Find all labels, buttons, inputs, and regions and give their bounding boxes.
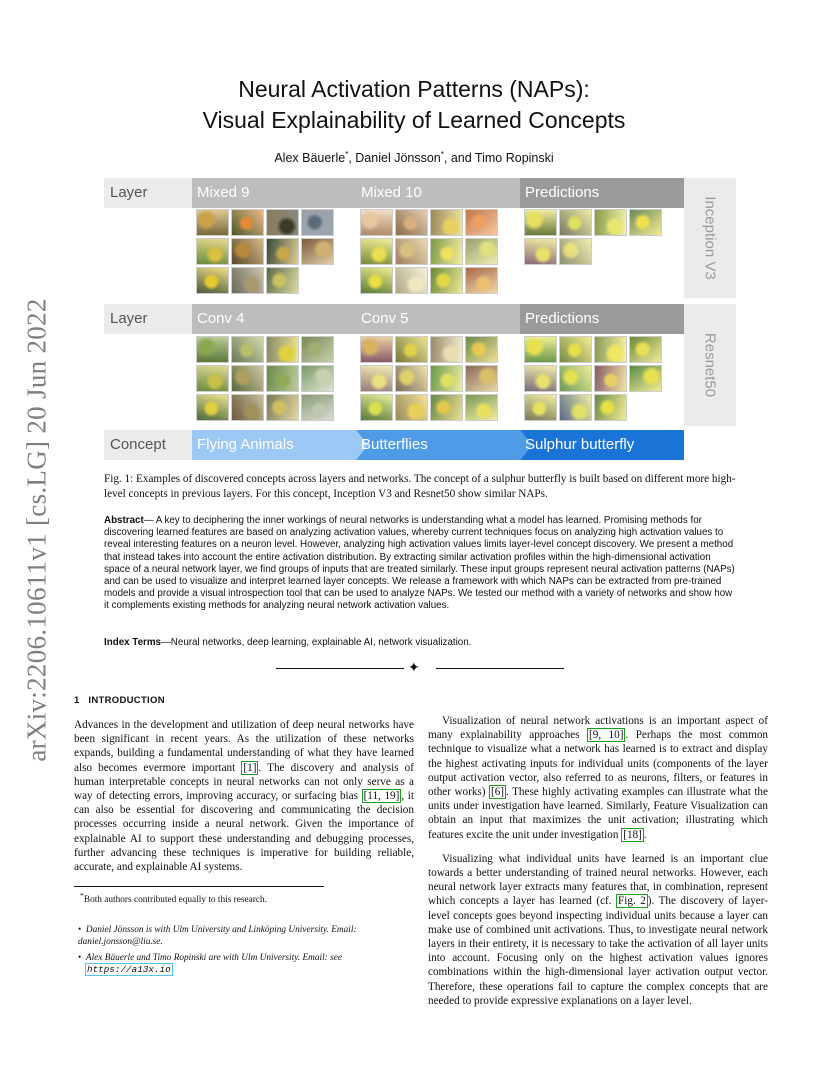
sample-image-thumbnail bbox=[395, 209, 428, 236]
sample-image-thumbnail bbox=[395, 365, 428, 392]
network-label-inception: Inception V3 bbox=[684, 178, 736, 298]
sample-image-thumbnail bbox=[266, 394, 299, 421]
figure-link[interactable]: Fig. 2 bbox=[618, 895, 646, 908]
sample-image-thumbnail bbox=[559, 238, 592, 265]
index-terms-text: —Neural networks, deep learning, explainable AI, network visualization. bbox=[161, 637, 472, 648]
sample-image-thumbnail bbox=[196, 209, 229, 236]
sample-image-thumbnail bbox=[629, 209, 662, 236]
author-list: Alex Bäuerle*, Daniel Jönsson*, and Timo Ropinski bbox=[274, 150, 554, 166]
sample-image-thumbnail bbox=[231, 238, 264, 265]
paper-title-line2: Visual Explainability of Learned Concepts bbox=[202, 107, 626, 133]
col-header-mixed9: Mixed 9 bbox=[192, 178, 356, 208]
sample-image-thumbnail bbox=[266, 209, 299, 236]
thumbnail-grid-conv5 bbox=[360, 336, 520, 421]
arxiv-identifier: arXiv:2206.10611v1 [cs.LG] 20 Jun 2022 bbox=[21, 298, 52, 762]
abstract bbox=[104, 515, 736, 613]
arxiv-sidebar bbox=[14, 290, 60, 770]
paper-title-line1: Neural Activation Patterns (NAPs): bbox=[238, 76, 590, 102]
citation-link[interactable]: [18] bbox=[623, 828, 642, 841]
sample-image-thumbnail bbox=[465, 238, 498, 265]
row-label-layer: Layer bbox=[104, 178, 192, 208]
sample-image-thumbnail bbox=[524, 394, 557, 421]
col-header-predictions: Predictions bbox=[520, 304, 684, 334]
sample-image-thumbnail bbox=[301, 238, 334, 265]
sample-image-thumbnail bbox=[301, 394, 334, 421]
left-column bbox=[74, 718, 414, 874]
bullet-icon: • bbox=[78, 953, 82, 963]
figure-caption: Fig. 1: Examples of discovered concepts across layers and networks. The concept of a sulphur butterfly is built based on different more high-level concepts in previous layers. For this concept, Inception V3 and Resnet50 show similar NAPs. bbox=[104, 473, 736, 500]
abstract-label: Abstract bbox=[104, 515, 144, 526]
author-1: Alex Bäuerle bbox=[274, 151, 346, 166]
author-3: , and Timo Ropinski bbox=[443, 151, 554, 166]
concept-butterflies: Butterflies bbox=[361, 436, 428, 453]
section-heading: 1 INTRODUCTION bbox=[74, 695, 165, 706]
sample-image-thumbnail bbox=[360, 336, 393, 363]
row-label-layer: Layer bbox=[104, 304, 192, 334]
sample-image-thumbnail bbox=[266, 238, 299, 265]
sample-image-thumbnail bbox=[301, 209, 334, 236]
sample-image-thumbnail bbox=[360, 238, 393, 265]
col-header-conv5: Conv 5 bbox=[356, 304, 520, 334]
citation-link[interactable]: [1] bbox=[243, 761, 257, 774]
footnote-affiliation-others: • Alex Bäuerle and Timo Ropinski are with Ulm University. Email: see https://a13x.io bbox=[78, 953, 342, 975]
sample-image-thumbnail bbox=[559, 209, 592, 236]
sample-image-thumbnail bbox=[524, 336, 557, 363]
row-label-concept: Concept bbox=[104, 430, 192, 460]
abstract-text: — A key to deciphering the inner workings of neural networks is understanding what a model has learned. Promising methods for discovering learned features are based on analyzing activation values, whereby current techniques focus on analyzing high activation values to reveal interesting features on a neuron level. However, analyzing high activation values limits layer-level concept discovery. We present a method that instead takes into account the entire activation distribution. By extracting similar activation profiles within the high-dimensional activation space of a neural network layer, we find groups of inputs that are treated similarly. These input groups represent neural activation patterns (NAPs) and can be used to visualize and interpret learned layer concepts. We release a framework with which NAPs can be extracted from pre-trained models and provide a visual introspection tool that can be used to analyze NAPs. We tested our method with a variety of networks and show how it complements existing methods for analyzing neural network activation values. bbox=[104, 515, 735, 612]
sample-image-thumbnail bbox=[196, 238, 229, 265]
citation-link[interactable]: [6] bbox=[490, 786, 505, 799]
intro-paragraph-1: Advances in the development and utilization of deep neural networks have been significant in recent years. As the utilization of these networks expands, building a fundamental understanding of what they have learned also becomes evermore important [1] . The discovery and analysis of human interpretable concepts in neural networks can not only serve as a way of detecting errors, improving accuracy, or surfacing bias [11, 19] , it can also be essential for discovering and communicating the decision processes occurring inside a neural network. Given the importance of explainable AI to support these understanding and debugging processes, further advancing these techniques is imperative for building reliable, accurate, and explainable AI systems. bbox=[74, 719, 414, 874]
sample-image-thumbnail bbox=[430, 394, 463, 421]
sample-image-thumbnail bbox=[231, 267, 264, 294]
citation-link[interactable]: [9, 10] bbox=[589, 729, 624, 742]
thumbnail-grid-resnet-predictions bbox=[524, 336, 684, 421]
citation-link[interactable]: [11, 19] bbox=[363, 790, 400, 803]
sample-image-thumbnail bbox=[231, 336, 264, 363]
sample-image-thumbnail bbox=[559, 365, 592, 392]
sample-image-thumbnail bbox=[430, 238, 463, 265]
sample-image-thumbnail bbox=[524, 209, 557, 236]
sample-image-thumbnail bbox=[360, 267, 393, 294]
sample-image-thumbnail bbox=[559, 336, 592, 363]
col-header-predictions: Predictions bbox=[520, 178, 684, 208]
sample-image-thumbnail bbox=[430, 209, 463, 236]
bullet-icon: • bbox=[78, 925, 82, 935]
sample-image-thumbnail bbox=[395, 238, 428, 265]
sample-image-thumbnail bbox=[524, 238, 557, 265]
sample-image-thumbnail bbox=[196, 336, 229, 363]
equal-contribution-mark: * bbox=[440, 150, 444, 159]
sample-image-thumbnail bbox=[196, 394, 229, 421]
section-divider-left bbox=[276, 668, 404, 669]
sample-image-thumbnail bbox=[430, 365, 463, 392]
author-2: Daniel Jönsson bbox=[355, 151, 441, 166]
sample-image-thumbnail bbox=[196, 365, 229, 392]
sample-image-thumbnail bbox=[266, 365, 299, 392]
sample-image-thumbnail bbox=[430, 336, 463, 363]
intro-paragraph-3: Visualizing what individual units have learned is an important clue towards a better understanding of trained neural networks. However, each neural network layer extracts many features that, in combination, represent which concepts a layer has learned (cf. Fig. 2 ). The discovery of layer-level concepts goes beyond inspecting individual units because a layer can make use of combined unit activations. Thus, to investigate neural network layers in their entirety, it is necessary to take the activation of all layer units into account. Focusing only on the highest activation values ignores combinations within the high-dimensional layer activation output vector. Therefore, these operations fail to capture the complex concepts that are needed to provide expressive explanations on a layer level. bbox=[428, 852, 768, 1007]
sample-image-thumbnail bbox=[465, 365, 498, 392]
sample-image-thumbnail bbox=[266, 267, 299, 294]
section-divider-right bbox=[436, 668, 564, 669]
thumbnail-grid-conv4 bbox=[196, 336, 356, 421]
sample-image-thumbnail bbox=[360, 394, 393, 421]
sample-image-thumbnail bbox=[360, 209, 393, 236]
network-label-resnet: Resnet50 bbox=[684, 304, 736, 426]
sample-image-thumbnail bbox=[395, 394, 428, 421]
sample-image-thumbnail bbox=[465, 394, 498, 421]
sample-image-thumbnail bbox=[465, 336, 498, 363]
right-column bbox=[428, 714, 768, 1008]
sample-image-thumbnail bbox=[629, 365, 662, 392]
index-terms-label: Index Terms bbox=[104, 637, 161, 648]
sample-image-thumbnail bbox=[629, 336, 662, 363]
sample-image-thumbnail bbox=[465, 209, 498, 236]
thumbnail-grid-mixed9 bbox=[196, 209, 356, 294]
sample-image-thumbnail bbox=[594, 336, 627, 363]
sample-image-thumbnail bbox=[395, 336, 428, 363]
sample-image-thumbnail bbox=[266, 336, 299, 363]
sample-image-thumbnail bbox=[594, 394, 627, 421]
concept-sulphur-butterfly: Sulphur butterfly bbox=[525, 436, 635, 453]
col-header-mixed10: Mixed 10 bbox=[356, 178, 520, 208]
sample-image-thumbnail bbox=[559, 394, 592, 421]
author-website-link[interactable]: https://a13x.io bbox=[86, 964, 171, 975]
sample-image-thumbnail bbox=[301, 365, 334, 392]
concept-flying-animals: Flying Animals bbox=[197, 436, 294, 453]
equal-contribution-mark: * bbox=[345, 150, 349, 159]
footnote-equal-contribution: *Both authors contributed equally to this research. bbox=[80, 891, 267, 906]
sample-image-thumbnail bbox=[465, 267, 498, 294]
sample-image-thumbnail bbox=[301, 336, 334, 363]
footnote-affiliation-jonsson: • Daniel Jönsson is with Ulm University and Linköping University. Email: daniel.jonsson@liu.se. bbox=[78, 925, 357, 947]
footnote-rule bbox=[74, 886, 324, 887]
index-terms bbox=[104, 637, 736, 648]
col-header-conv4: Conv 4 bbox=[192, 304, 356, 334]
sample-image-thumbnail bbox=[231, 365, 264, 392]
thumbnail-grid-mixed10 bbox=[360, 209, 520, 294]
intro-paragraph-2: Visualization of neural network activations is an important aspect of many explainability approaches [9, 10] . Perhaps the most common technique to visualize what a network has learned is to extract and display the highest activating inputs for individual units (components of the layer output activation vector, also referred to as neurons, filters, or features in other works) [6] . These highly activating examples can illustrate what the units under investigation have learned. Similarly, Feature Visualization can obtain an input that maximizes the unit activation; illustrating which features excite the unit under investigation [18] . bbox=[428, 715, 769, 841]
sample-image-thumbnail bbox=[430, 267, 463, 294]
thumbnail-grid-inception-predictions bbox=[524, 209, 684, 265]
divider-star-icon: ✦ bbox=[408, 660, 420, 676]
sample-image-thumbnail bbox=[594, 365, 627, 392]
sample-image-thumbnail bbox=[231, 209, 264, 236]
figure-1 bbox=[104, 178, 736, 460]
sample-image-thumbnail bbox=[231, 394, 264, 421]
sample-image-thumbnail bbox=[360, 365, 393, 392]
sample-image-thumbnail bbox=[594, 209, 627, 236]
sample-image-thumbnail bbox=[395, 267, 428, 294]
sample-image-thumbnail bbox=[524, 365, 557, 392]
sample-image-thumbnail bbox=[196, 267, 229, 294]
